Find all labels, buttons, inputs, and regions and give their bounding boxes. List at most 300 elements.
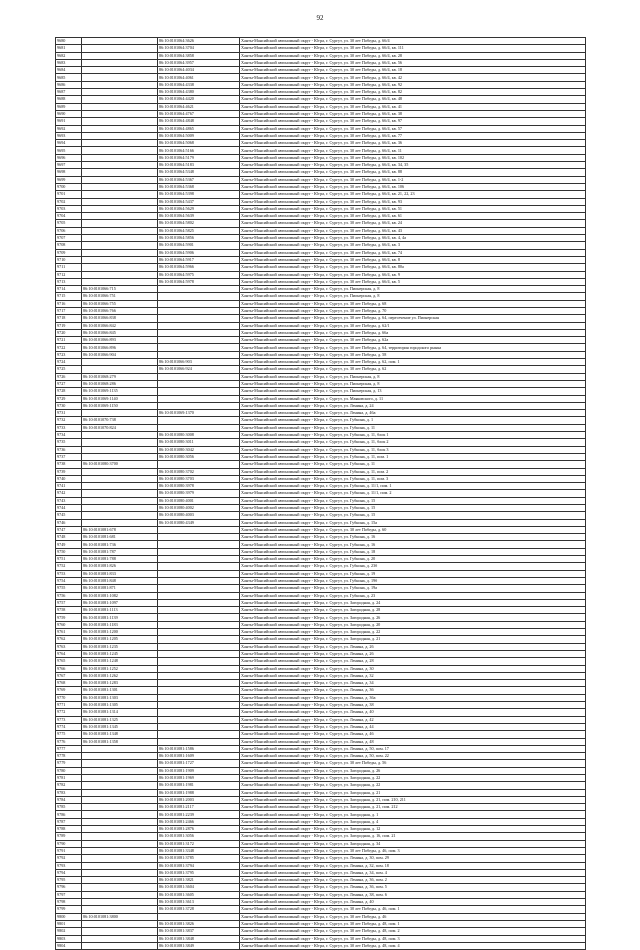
table-row xyxy=(56,884,586,891)
address-prefix: Ханты-Мансийский автономный округ - Югра, г. Сургут, xyxy=(241,198,343,204)
cadastral-number-b-cell: 86:10:0101064:4767 xyxy=(158,110,240,117)
cadastral-number-a-cell: 86:10:0101081:1183 xyxy=(82,621,158,628)
cadastral-number-a-cell: 86:10:0101081:1262 xyxy=(82,672,158,679)
cadastral-number-a-cell: 86:10:0101081:1200 xyxy=(82,629,158,636)
address-prefix: Ханты-Мансийский автономный округ - Югра, г. Сургут, xyxy=(241,731,343,737)
address-detail: ул. Загородная, д. 12 xyxy=(343,826,381,832)
address-detail: ул. 30 лет Победы, д. 66/4, кв. 111 xyxy=(343,45,404,51)
address-cell xyxy=(240,468,586,475)
table-row xyxy=(56,329,586,336)
address-cell xyxy=(240,840,586,847)
address-prefix: Ханты-Мансийский автономный округ - Югра, г. Сургут, xyxy=(241,395,343,401)
cadastral-number-a-cell xyxy=(82,59,158,66)
cadastral-number-b-cell: 86:10:0101064:3957 xyxy=(158,59,240,66)
cadastral-number-a-cell xyxy=(82,205,158,212)
table-row xyxy=(56,67,586,74)
address-prefix: Ханты-Мансийский автономный округ - Югра, г. Сургут, xyxy=(241,629,343,635)
cadastral-number-a-cell: 86:10:0101081:1345 xyxy=(82,723,158,730)
cadastral-number-a-cell xyxy=(82,366,158,373)
address-detail: ул. 30 лет Победы, д. 66/4, кв. 48 xyxy=(343,96,403,102)
table-row xyxy=(56,599,586,606)
table-row xyxy=(56,920,586,927)
table-row xyxy=(56,490,586,497)
cadastral-number-b-cell: 86:10:0101080:3008 xyxy=(158,432,240,439)
cadastral-number-b-cell: 86:10:0101080:3056 xyxy=(158,453,240,460)
address-cell xyxy=(240,169,586,176)
address-detail: ул. Губкина, д. 11, блок 2 xyxy=(343,439,389,445)
table-row xyxy=(56,767,586,774)
address-cell xyxy=(240,344,586,351)
table-row xyxy=(56,45,586,52)
address-cell xyxy=(240,38,586,45)
address-prefix: Ханты-Мансийский автономный округ - Югра, г. Сургут, xyxy=(241,760,343,766)
address-cell xyxy=(240,884,586,891)
row-number-cell: 9700 xyxy=(56,183,82,190)
row-number-cell: 9743 xyxy=(56,497,82,504)
address-prefix: Ханты-Мансийский автономный округ - Югра, г. Сургут, xyxy=(241,519,343,525)
table-row xyxy=(56,818,586,825)
table-row xyxy=(56,826,586,833)
address-detail: ул. Губкина, д. 11 xyxy=(343,424,376,430)
address-detail: ул. 30 лет Победы, д. 66/4, кв. 61 xyxy=(343,213,403,219)
address-prefix: Ханты-Мансийский автономный округ - Югра, г. Сургут, xyxy=(241,118,343,124)
cadastral-number-b-cell: 86:10:0101081:1981 xyxy=(158,782,240,789)
cadastral-number-a-cell xyxy=(82,278,158,285)
cadastral-number-a-cell: 86:10:0101066:766 xyxy=(82,307,158,314)
table-row xyxy=(56,132,586,139)
table-row xyxy=(56,235,586,242)
address-cell xyxy=(240,519,586,526)
address-cell xyxy=(240,395,586,402)
address-prefix: Ханты-Мансийский автономный округ - Югра, г. Сургут, xyxy=(241,300,343,306)
cadastral-number-b-cell xyxy=(158,534,240,541)
address-cell xyxy=(240,599,586,606)
cadastral-number-a-cell xyxy=(82,505,158,512)
address-cell xyxy=(240,205,586,212)
cadastral-number-a-cell xyxy=(82,855,158,862)
address-cell xyxy=(240,81,586,88)
address-cell xyxy=(240,935,586,942)
table-row xyxy=(56,913,586,920)
address-cell xyxy=(240,672,586,679)
address-detail: ул. 30 лет Победы, д. 66/4, кв. 42 xyxy=(343,74,403,80)
table-row xyxy=(56,176,586,183)
address-detail: ул. 30 лет Победы, д. 66/4, кв. 80а xyxy=(343,264,404,270)
address-detail: ул. Ленина, д. 28 xyxy=(343,658,374,664)
address-prefix: Ханты-Мансийский автономный округ - Югра, г. Сургут, xyxy=(241,132,343,138)
table-row xyxy=(56,242,586,249)
address-prefix: Ханты-Мансийский автономный округ - Югра, г. Сургут, xyxy=(241,381,343,386)
address-prefix: Ханты-Мансийский автономный округ - Югра, г. Сургут, xyxy=(241,96,343,102)
cadastral-number-a-cell: 86:10:0101066:755 xyxy=(82,300,158,307)
cadastral-number-b-cell xyxy=(158,293,240,300)
address-cell xyxy=(240,614,586,621)
cadastral-number-a-cell xyxy=(82,147,158,154)
table-row xyxy=(56,702,586,709)
row-number-cell: 9748 xyxy=(56,534,82,541)
row-number-cell: 9707 xyxy=(56,235,82,242)
address-cell xyxy=(240,475,586,482)
row-number-cell: 9752 xyxy=(56,563,82,570)
cadastral-number-b-cell xyxy=(158,643,240,650)
address-cell xyxy=(240,869,586,876)
address-detail: ул. 30 лет Победы, д. 66/4, кв. 34, 35 xyxy=(343,162,409,168)
cadastral-number-a-cell: 86:10:0101081:1348 xyxy=(82,731,158,738)
address-prefix: Ханты-Мансийский автономный округ - Югра, г. Сургут, xyxy=(241,322,343,328)
cadastral-number-b-cell: 86:10:0101064:4865 xyxy=(158,125,240,132)
table-row xyxy=(56,563,586,570)
row-number-cell: 9776 xyxy=(56,738,82,745)
cadastral-number-b-cell: 86:10:0101081:3795 xyxy=(158,869,240,876)
address-prefix: Ханты-Мансийский автономный округ - Югра, г. Сургут, xyxy=(241,286,343,292)
address-cell xyxy=(240,388,586,395)
address-cell xyxy=(240,658,586,665)
address-prefix: Ханты-Мансийский автономный округ - Югра, г. Сургут, xyxy=(241,111,343,117)
row-number-cell: 9720 xyxy=(56,329,82,336)
cadastral-number-a-cell: 86:10:0101081:1139 xyxy=(82,614,158,621)
address-cell xyxy=(240,140,586,147)
address-detail: ул. 30 лет Победы, д. 66/4, кв. 51 xyxy=(343,205,403,211)
address-cell xyxy=(240,906,586,913)
table-row xyxy=(56,307,586,314)
address-prefix: Ханты-Мансийский автономный округ - Югра, г. Сургут, xyxy=(241,585,343,591)
address-prefix: Ханты-Мансийский автономный округ - Югра, г. Сургут, xyxy=(241,658,343,664)
address-prefix: Ханты-Мансийский автономный округ - Югра, г. Сургут, xyxy=(241,505,343,511)
cadastral-number-a-cell xyxy=(82,110,158,117)
address-cell xyxy=(240,636,586,643)
cadastral-number-a-cell xyxy=(82,74,158,81)
address-detail: ул. Ленина, д. 26 xyxy=(343,650,374,656)
address-cell xyxy=(240,453,586,460)
cadastral-number-a-cell: 86:10:0101081:1097 xyxy=(82,599,158,606)
address-prefix: Ханты-Мансийский автономный округ - Югра, г. Сургут, xyxy=(241,702,343,708)
cadastral-number-a-cell xyxy=(82,220,158,227)
table-row xyxy=(56,468,586,475)
table-row xyxy=(56,125,586,132)
cadastral-number-b-cell xyxy=(158,592,240,599)
table-row xyxy=(56,731,586,738)
cadastral-number-b-cell xyxy=(158,417,240,424)
cadastral-number-b-cell xyxy=(158,322,240,329)
address-detail: ул. 30 лет Победы, д. 66/4, кв. 11 xyxy=(343,147,402,153)
address-cell xyxy=(240,359,586,366)
cadastral-number-b-cell: 86:10:0101064:5179 xyxy=(158,154,240,161)
address-prefix: Ханты-Мансийский автономный округ - Югра, г. Сургут, xyxy=(241,738,343,744)
cadastral-number-a-cell xyxy=(82,52,158,59)
address-detail: ул. 30 лет Победы, д. 66/4, кв. 9 xyxy=(343,271,400,277)
address-cell xyxy=(240,242,586,249)
row-number-cell: 9732 xyxy=(56,417,82,424)
cadastral-number-a-cell: 86:10:0101066:845 xyxy=(82,329,158,336)
table-row xyxy=(56,811,586,818)
cadastral-number-a-cell: 86:10:0101081:1248 xyxy=(82,658,158,665)
table-row xyxy=(56,694,586,701)
cadastral-number-b-cell: 86:10:0101081:3821 xyxy=(158,877,240,884)
address-cell xyxy=(240,432,586,439)
row-number-cell: 9795 xyxy=(56,877,82,884)
table-row xyxy=(56,753,586,760)
row-number-cell: 9722 xyxy=(56,344,82,351)
cadastral-number-a-cell xyxy=(82,81,158,88)
cadastral-number-a-cell: 86:10:0101081:678 xyxy=(82,526,158,533)
cadastral-number-b-cell: 86:10:0101064:5183 xyxy=(158,162,240,169)
row-number-cell: 9787 xyxy=(56,818,82,825)
cadastral-number-b-cell xyxy=(158,577,240,584)
table-row xyxy=(56,147,586,154)
address-detail: ул. 30 лет Победы, д. 66/4, кв. 28 xyxy=(343,52,403,58)
address-prefix: Ханты-Мансийский автономный округ - Югра, г. Сургут, xyxy=(241,74,343,80)
table-row xyxy=(56,796,586,803)
address-cell xyxy=(240,213,586,220)
row-number-cell: 9714 xyxy=(56,286,82,293)
table-row xyxy=(56,855,586,862)
address-detail: ул. 30 лет Победы, д. 66/4, кв. 88 xyxy=(343,169,403,175)
address-prefix: Ханты-Мансийский автономный округ - Югра, г. Сургут, xyxy=(241,220,343,226)
cadastral-number-b-cell xyxy=(158,658,240,665)
cadastral-number-a-cell xyxy=(82,774,158,781)
address-prefix: Ханты-Мансийский автономный округ - Югра, г. Сургут, xyxy=(241,665,343,671)
table-row xyxy=(56,774,586,781)
address-prefix: Ханты-Мансийский автономный округ - Югра, г. Сургут, xyxy=(241,818,343,824)
cadastral-number-b-cell: 86:10:0101080:3979 xyxy=(158,490,240,497)
row-number-cell: 9792 xyxy=(56,855,82,862)
address-detail: ул. Маяковского, д. 11 xyxy=(343,395,384,401)
address-detail: ул. Ленина, д. 36, пом. 2 xyxy=(343,877,387,883)
table-row xyxy=(56,432,586,439)
address-cell xyxy=(240,629,586,636)
cadastral-number-a-cell xyxy=(82,213,158,220)
row-number-cell: 9702 xyxy=(56,198,82,205)
table-row xyxy=(56,256,586,263)
cadastral-number-b-cell xyxy=(158,629,240,636)
page-number: 92 xyxy=(316,14,324,22)
table-row xyxy=(56,672,586,679)
cadastral-number-b-cell xyxy=(158,665,240,672)
address-cell xyxy=(240,592,586,599)
address-prefix: Ханты-Мансийский автономный округ - Югра, г. Сургут, xyxy=(241,249,343,255)
address-cell xyxy=(240,563,586,570)
cadastral-number-a-cell: 86:10:0101081:1082 xyxy=(82,592,158,599)
address-cell xyxy=(240,183,586,190)
cadastral-number-b-cell: 86:10:0101064:5978 xyxy=(158,278,240,285)
table-row xyxy=(56,395,586,402)
cadastral-number-a-cell xyxy=(82,869,158,876)
address-detail: ул. Ленина, д. 50, пом. 17 xyxy=(343,745,389,751)
cadastral-number-a-cell: 86:10:0101081:826 xyxy=(82,563,158,570)
row-number-cell: 9754 xyxy=(56,577,82,584)
cadastral-number-a-cell xyxy=(82,249,158,256)
row-number-cell: 9695 xyxy=(56,147,82,154)
table-row xyxy=(56,81,586,88)
address-cell xyxy=(240,490,586,497)
address-detail: ул. Загородная, д. 21 xyxy=(343,789,381,795)
cadastral-number-a-cell xyxy=(82,125,158,132)
address-detail: ул. Ленина, д. 34, пом. 4 xyxy=(343,869,387,875)
row-number-cell: 9711 xyxy=(56,264,82,271)
address-prefix: Ханты-Мансийский автономный округ - Югра, г. Сургут, xyxy=(241,140,343,146)
address-detail: ул. Ленина, д. 32, пом. 18 xyxy=(343,862,389,868)
table-row xyxy=(56,162,586,169)
address-cell xyxy=(240,483,586,490)
cadastral-number-b-cell xyxy=(158,599,240,606)
register-table-body xyxy=(56,38,586,950)
address-prefix: Ханты-Мансийский автономный округ - Югра, г. Сургут, xyxy=(241,351,343,357)
address-cell xyxy=(240,45,586,52)
row-number-cell: 9715 xyxy=(56,293,82,300)
address-prefix: Ханты-Мансийский автономный округ - Югра, г. Сургут, xyxy=(241,563,343,569)
address-detail: ул. 30 лет Победы, д. 66/4, кв. 8 xyxy=(343,256,400,262)
row-number-cell: 9705 xyxy=(56,220,82,227)
table-row xyxy=(56,723,586,730)
row-number-cell: 9684 xyxy=(56,67,82,74)
table-row xyxy=(56,512,586,519)
cadastral-number-a-cell xyxy=(82,154,158,161)
address-detail: ул. Загородная, д. 26 xyxy=(343,614,381,620)
address-prefix: Ханты-Мансийский автономный округ - Югра, г. Сургут, xyxy=(241,490,343,496)
cadastral-number-a-cell xyxy=(82,928,158,935)
cadastral-number-a-cell: 86:10:0101081:1301 xyxy=(82,687,158,694)
row-number-cell: 9765 xyxy=(56,658,82,665)
cadastral-number-b-cell xyxy=(158,614,240,621)
address-prefix: Ханты-Мансийский автономный округ - Югра, г. Сургут, xyxy=(241,643,343,649)
table-row xyxy=(56,636,586,643)
address-prefix: Ханты-Мансийский автономный округ - Югра, г. Сургут, xyxy=(241,906,343,912)
table-row xyxy=(56,110,586,117)
address-detail: ул. Ленина, д. 34 xyxy=(343,680,374,686)
table-row xyxy=(56,614,586,621)
row-number-cell: 9693 xyxy=(56,132,82,139)
address-cell xyxy=(240,920,586,927)
address-detail: ул. Губкина, д. 15 xyxy=(343,512,376,518)
cadastral-number-a-cell: 86:10:0101081:1245 xyxy=(82,650,158,657)
row-number-cell: 9767 xyxy=(56,672,82,679)
address-detail: ул. 30 лет Победы, д. 66/4 xyxy=(343,38,390,44)
row-number-cell: 9734 xyxy=(56,432,82,439)
row-number-cell: 9780 xyxy=(56,767,82,774)
row-number-cell: 9779 xyxy=(56,760,82,767)
row-number-cell: 9725 xyxy=(56,366,82,373)
cadastral-number-b-cell xyxy=(158,556,240,563)
cadastral-number-a-cell: 86:10:0101081:833 xyxy=(82,570,158,577)
row-number-cell: 9762 xyxy=(56,636,82,643)
cadastral-number-a-cell: 86:10:0101081:1252 xyxy=(82,665,158,672)
cadastral-number-b-cell: 86:10:0101064:3704 xyxy=(158,45,240,52)
cadastral-number-b-cell: 86:10:0101064:5398 xyxy=(158,191,240,198)
cadastral-number-a-cell xyxy=(82,191,158,198)
address-detail: ул. 30 лет Победы, д. 66/4, кв. 74 xyxy=(343,249,403,255)
address-cell xyxy=(240,833,586,840)
address-prefix: Ханты-Мансийский автономный округ - Югра, г. Сургут, xyxy=(241,38,343,44)
address-cell xyxy=(240,738,586,745)
row-number-cell: 9775 xyxy=(56,731,82,738)
address-detail: ул. Губкина, д. 11/1, пом. 1 xyxy=(343,483,392,489)
cadastral-number-b-cell: 86:10:0101081:3826 xyxy=(158,920,240,927)
table-row xyxy=(56,687,586,694)
address-detail: ул. Загородная, д. 1 xyxy=(343,811,379,817)
cadastral-number-b-cell xyxy=(158,731,240,738)
row-number-cell: 9766 xyxy=(56,665,82,672)
cadastral-number-b-cell: 86:10:0101081:3605 xyxy=(158,891,240,898)
address-detail: ул. 30 лет Победы, д. 58 xyxy=(343,351,387,357)
address-cell xyxy=(240,512,586,519)
row-number-cell: 9769 xyxy=(56,687,82,694)
table-row xyxy=(56,315,586,322)
table-row xyxy=(56,760,586,767)
address-prefix: Ханты-Мансийский автономный округ - Югра, г. Сургут, xyxy=(241,680,343,686)
address-prefix: Ханты-Мансийский автономный округ - Югра, г. Сургут, xyxy=(241,599,343,605)
cadastral-number-b-cell: 86:10:0101081:3849 xyxy=(158,942,240,949)
cadastral-number-a-cell: 86:10:0101081:848 xyxy=(82,577,158,584)
address-detail: ул. Ленина, д. 36 xyxy=(343,687,374,693)
address-detail: ул. Пионерская, д. 8 xyxy=(343,293,380,299)
address-prefix: Ханты-Мансийский автономный округ - Югра, г. Сургут, xyxy=(241,315,343,321)
address-prefix: Ханты-Мансийский автономный округ - Югра, г. Сургут, xyxy=(241,81,343,87)
cadastral-number-b-cell xyxy=(158,570,240,577)
address-cell xyxy=(240,96,586,103)
address-prefix: Ханты-Мансийский автономный округ - Югра, г. Сургут, xyxy=(241,877,343,883)
row-number-cell: 9783 xyxy=(56,789,82,796)
address-prefix: Ханты-Мансийский автономный округ - Югра, г. Сургут, xyxy=(241,541,343,547)
cadastral-number-a-cell xyxy=(82,920,158,927)
cadastral-number-a-cell xyxy=(82,767,158,774)
row-number-cell: 9740 xyxy=(56,475,82,482)
address-detail: ул. 30 лет Победы, д. 66а xyxy=(343,329,389,335)
address-detail: ул. Загородная, д. 22 xyxy=(343,782,381,788)
cadastral-number-b-cell: 86:10:0101081:1609 xyxy=(158,753,240,760)
cadastral-number-a-cell xyxy=(82,847,158,854)
address-detail: ул. Ленина, д. 38, пом. 6 xyxy=(343,891,387,897)
address-cell xyxy=(240,329,586,336)
cadastral-number-b-cell: 86:10:0101064:4034 xyxy=(158,67,240,74)
cadastral-number-a-cell: 86:10:0101081:871 xyxy=(82,585,158,592)
table-row xyxy=(56,278,586,285)
address-cell xyxy=(240,556,586,563)
address-cell xyxy=(240,256,586,263)
address-detail: ул. Загородная, д. 4 xyxy=(343,818,379,824)
address-detail: ул. Загородная, д. 26 xyxy=(343,767,381,773)
address-cell xyxy=(240,862,586,869)
address-prefix: Ханты-Мансийский автономный округ - Югра, г. Сургут, xyxy=(241,344,343,350)
address-detail: ул. Губкина, д. 15а xyxy=(343,519,378,525)
row-number-cell: 9747 xyxy=(56,526,82,533)
address-detail: ул. 30 лет Победы, д. 66/4, кв. 82 xyxy=(343,89,403,95)
address-prefix: Ханты-Мансийский автономный округ - Югра, г. Сургут, xyxy=(241,753,343,759)
address-cell xyxy=(240,264,586,271)
table-row xyxy=(56,300,586,307)
cadastral-number-b-cell: 86:10:0101064:4338 xyxy=(158,81,240,88)
address-detail: ул. Губкина, д. 15 xyxy=(343,497,376,503)
cadastral-number-b-cell: 86:10:0101081:2003 xyxy=(158,796,240,803)
address-cell xyxy=(240,709,586,716)
cadastral-number-b-cell: 86:10:0101080:4003 xyxy=(158,512,240,519)
cadastral-number-b-cell xyxy=(158,344,240,351)
address-cell xyxy=(240,162,586,169)
address-prefix: Ханты-Мансийский автономный округ - Югра, г. Сургут, xyxy=(241,694,343,700)
address-prefix: Ханты-Мансийский автономный округ - Югра, г. Сургут, xyxy=(241,293,343,299)
row-number-cell: 9718 xyxy=(56,315,82,322)
address-cell xyxy=(240,753,586,760)
address-detail: ул. 30 лет Победы, д. 66/4, кв. 1-2 xyxy=(343,176,404,182)
address-detail: ул. Загородная, д. 21 xyxy=(343,636,381,642)
cadastral-number-b-cell: 86:10:0101081:2876 xyxy=(158,826,240,833)
row-number-cell: 9682 xyxy=(56,52,82,59)
table-row xyxy=(56,629,586,636)
table-row xyxy=(56,424,586,431)
cadastral-number-a-cell xyxy=(82,453,158,460)
address-cell xyxy=(240,286,586,293)
address-detail: ул. Губкина, д. 15 xyxy=(343,505,376,511)
cadastral-number-b-cell: 86:10:0101064:5802 xyxy=(158,220,240,227)
